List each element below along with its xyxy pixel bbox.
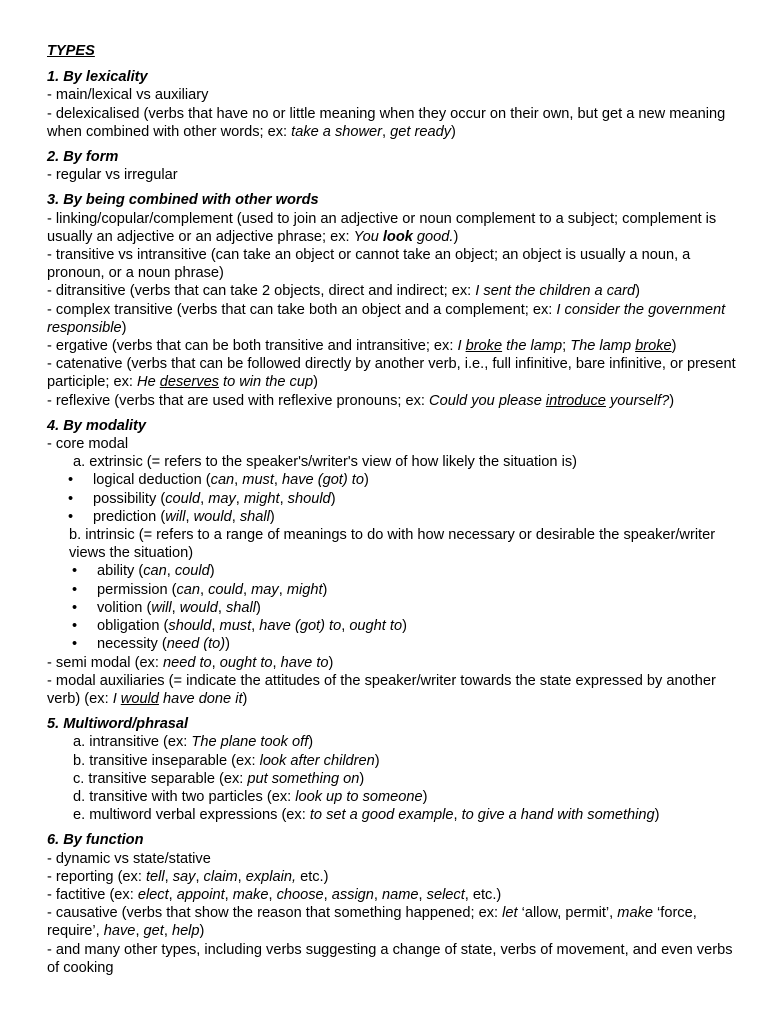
bullet-item: • prediction (will, would, shall) bbox=[68, 508, 275, 525]
bullet-icon: • bbox=[72, 618, 78, 635]
list-item: - semi modal (ex: need to, ought to, have to) bbox=[47, 654, 334, 671]
list-item: - catenative (verbs that can be followed directly by another verb, i.e., full infinitive, bare infinitive, or present participle; ex: He deserves to win the cup) bbox=[47, 356, 736, 391]
list-item: - causative (verbs that show the reason that something happened; ex: let ‘allow, permit’, make ‘force, require’, have, get, help) bbox=[47, 905, 697, 940]
page-title: TYPES bbox=[47, 43, 95, 59]
section-heading-lexicality: 1. By lexicality bbox=[47, 69, 148, 86]
bullet-icon: • bbox=[68, 508, 74, 525]
list-item: - complex transitive (verbs that can take both an object and a complement; ex: I consider the government responsible) bbox=[47, 301, 726, 336]
bullet-icon: • bbox=[68, 490, 74, 507]
bullet-item: • obligation (should, must, have (got) to, ought to) bbox=[72, 618, 407, 635]
sub-item-extrinsic: a. extrinsic (= refers to the speaker's/writer's view of how likely the situation is) bbox=[73, 454, 577, 471]
bullet-icon: • bbox=[72, 599, 78, 616]
list-item: - core modal bbox=[47, 436, 129, 453]
sub-item: e. multiword verbal expressions (ex: to set a good example, to give a hand with something) bbox=[73, 807, 660, 824]
bullet-item: • ability (can, could) bbox=[72, 563, 215, 580]
bullet-item: • necessity (need (to)) bbox=[72, 636, 231, 653]
bullet-icon: • bbox=[72, 581, 78, 598]
bullet-icon: • bbox=[72, 563, 78, 580]
sub-item: d. transitive with two particles (ex: look up to someone) bbox=[73, 788, 428, 805]
list-item: - ditransitive (verbs that can take 2 objects, direct and indirect; ex: I sent the children a card) bbox=[47, 283, 640, 300]
list-item: - transitive vs intransitive (can take an object or cannot take an object; an object is usually a noun, a pronoun, or a noun phrase) bbox=[47, 247, 691, 282]
list-item: - factitive (ex: elect, appoint, make, choose, assign, name, select, etc.) bbox=[47, 886, 502, 903]
bullet-icon: • bbox=[68, 472, 74, 489]
bullet-item: • volition (will, would, shall) bbox=[72, 599, 261, 616]
document-body bbox=[47, 42, 737, 977]
section-heading-combined: 3. By being combined with other words bbox=[47, 192, 319, 209]
section-heading-modality: 4. By modality bbox=[47, 417, 146, 434]
bullet-item: • permission (can, could, may, might) bbox=[72, 581, 328, 598]
list-item: - linking/copular/complement (used to join an adjective or noun complement to a subject; complement is usually an adjective or an adjective phrase; ex: You look good.) bbox=[47, 210, 717, 245]
list-item: - regular vs irregular bbox=[47, 167, 178, 184]
list-item: - reporting (ex: tell, say, claim, explain, etc.) bbox=[47, 868, 329, 885]
bullet-icon: • bbox=[72, 636, 78, 653]
list-item: - and many other types, including verbs suggesting a change of state, verbs of movement, and even verbs of cooking bbox=[47, 941, 733, 976]
list-item: - ergative (verbs that can be both transitive and intransitive; ex: I broke the lamp; The lamp broke) bbox=[47, 338, 677, 355]
sub-item-intrinsic: b. intrinsic (= refers to a range of meanings to do with how necessary or desirable the speaker/writer views the situation) bbox=[69, 527, 716, 562]
list-item: - dynamic vs state/stative bbox=[47, 850, 211, 867]
bullet-item: • logical deduction (can, must, have (got) to) bbox=[68, 472, 369, 489]
sub-item: a. intransitive (ex: The plane took off) bbox=[73, 734, 314, 751]
list-item: - modal auxiliaries (= indicate the attitudes of the speaker/writer towards the state expressed by another verb) (ex: I would have done it) bbox=[47, 672, 716, 707]
bullet-item: • possibility (could, may, might, should) bbox=[68, 490, 336, 507]
section-heading-function: 6. By function bbox=[47, 832, 144, 849]
list-item: - delexicalised (verbs that have no or little meaning when they occur on their own, but get a new meaning when combined with other words; ex: take a shower, get ready) bbox=[47, 105, 726, 140]
sub-item: c. transitive separable (ex: put something on) bbox=[73, 770, 365, 787]
list-item: - main/lexical vs auxiliary bbox=[47, 87, 209, 104]
section-heading-form: 2. By form bbox=[47, 149, 119, 166]
section-heading-multiword: 5. Multiword/phrasal bbox=[47, 716, 189, 733]
list-item: - reflexive (verbs that are used with reflexive pronouns; ex: Could you please introduce yourself?) bbox=[47, 392, 675, 409]
sub-item: b. transitive inseparable (ex: look after children) bbox=[73, 752, 380, 769]
